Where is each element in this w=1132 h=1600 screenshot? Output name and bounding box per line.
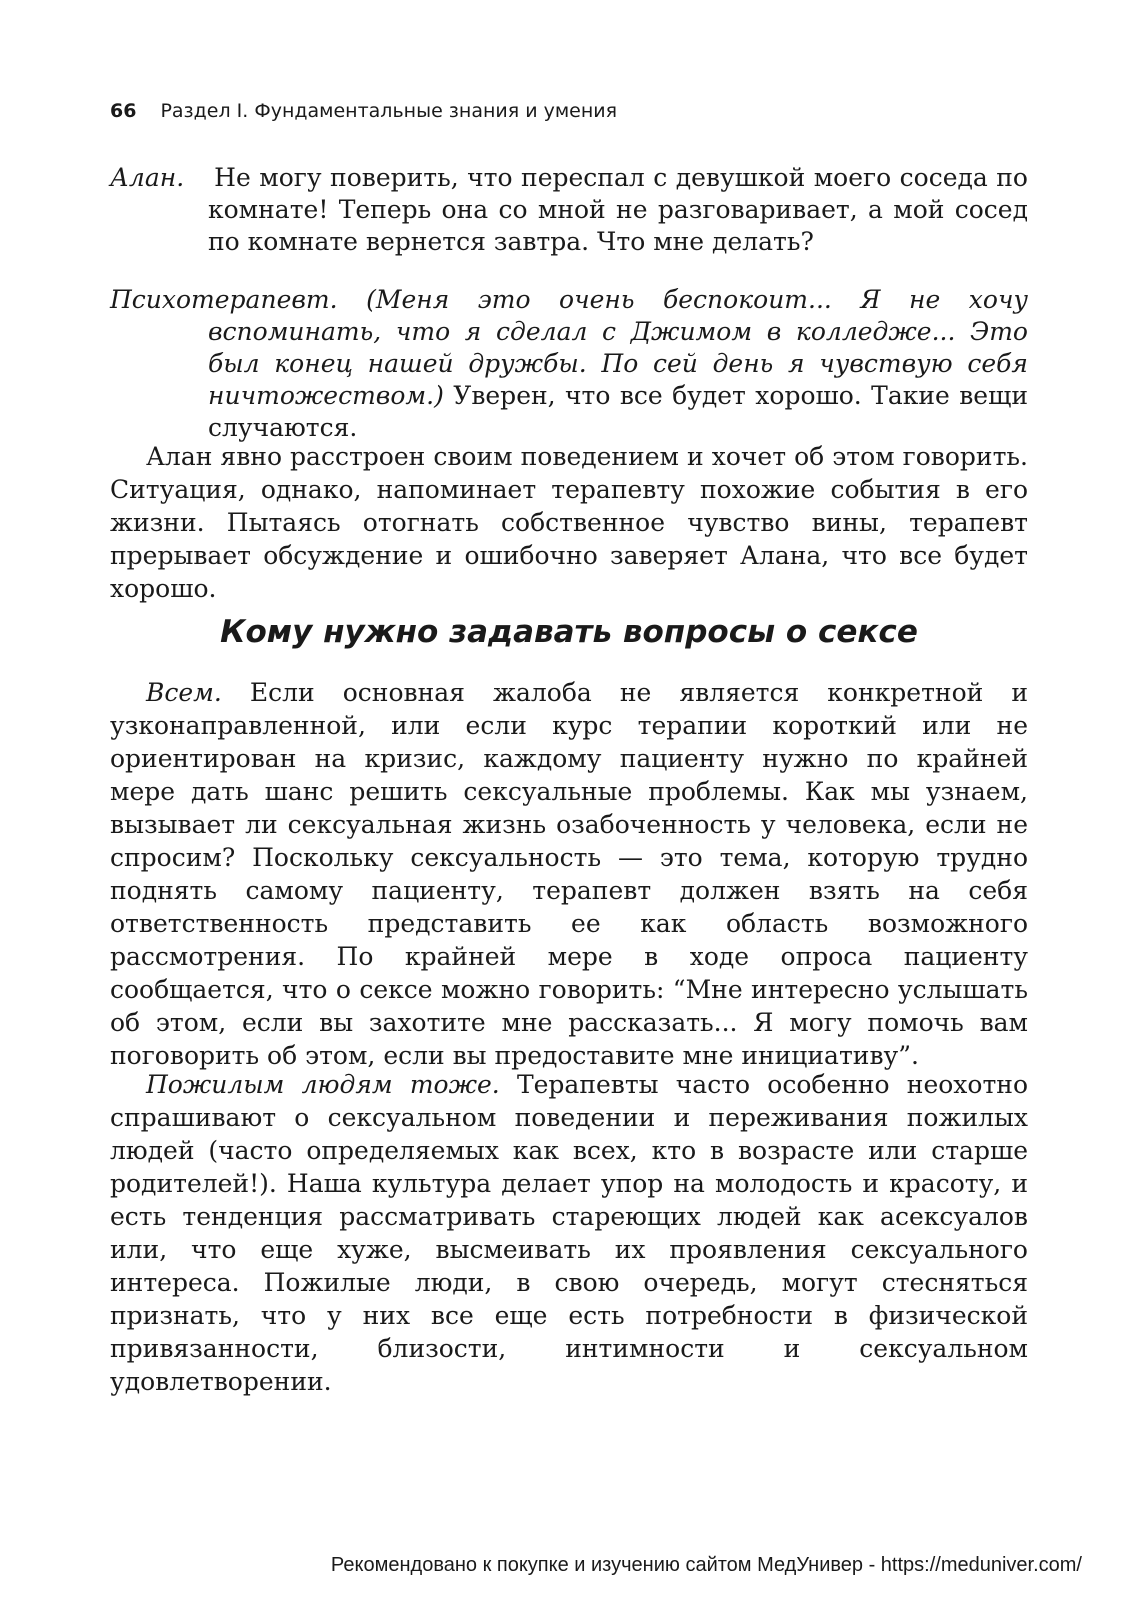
- paragraph-everyone: [110, 676, 1028, 1072]
- running-head: [110, 100, 617, 122]
- paragraph-commentary: Алан явно расстроен своим поведением и хочет об этом говорить. Ситуация, однако, напоминает терапевту похожие события в его жизни. Пытаясь отогнать собственное чувство вины, терапевт прерывает обсуждение и ошибочно заверяет Алана, что все будет хорошо.: [110, 442, 1028, 603]
- paragraph-lead-in: Пожилым людям тоже.: [146, 1070, 500, 1099]
- dialogue-line-therapist: [110, 284, 1028, 444]
- speaker-label: Алан.: [110, 163, 185, 192]
- footer-watermark-text: Рекомендовано к покупке и изучению сайтом МедУнивер - https://meduniver.com/: [330, 1554, 1082, 1576]
- dialogue-text: Не могу поверить, что переспал с девушкой моего соседа по комнате! Теперь она со мной не разговаривает, а мой сосед по комнате вернется завтра. Что мне делать?: [208, 163, 1028, 256]
- section-title: Раздел I. Фундаментальные знания и умения: [160, 100, 618, 122]
- dialogue-text: Уверен, что все будет хорошо. Такие вещи случаются.: [208, 381, 1029, 442]
- dialogue-line-text: [110, 162, 1028, 258]
- book-page: [110, 0, 1028, 1600]
- inner-thought: (Меня это очень беспокоит... Я не хочу вспоминать, что я сделал с Джимом в колледже... Это был конец нашей дружбы. По сей день я чувствую себя ничтожеством.): [208, 285, 1029, 410]
- paragraph-text: Терапевты часто особенно неохотно спрашивают о сексуальном поведении и переживания пожилых людей (часто определяемых как всех, кто в возрасте или старше родителей!). Наша культура делает упор на молодость и красоту, и есть тенденция рассматривать стареющих людей как асексуалов или, что еще хуже, высмеивать их проявления сексуального интереса. Пожилые люди, в свою очередь, могут стесняться признать, что у них все еще есть потребности в физической привязанности, близости, интимности и сексуальном удовлетворении.: [110, 1070, 1028, 1396]
- dialogue-line-text: [110, 284, 1028, 444]
- dialogue-line-alan: [110, 162, 1028, 258]
- paragraph-text: Если основная жалоба не является конкретной и узконаправленной, или если курс терапии короткий или не ориентирован на кризис, каждому пациенту нужно по крайней мере дать шанс решить сексуальные проблемы. Как мы узнаем, вызывает ли сексуальная жизнь озабоченность у человека, если не спросим? Поскольку сексуальность — это тема, которую трудно поднять самому пациенту, терапевт должен взять на себя ответственность представить ее как область возможного рассмотрения. По крайней мере в ходе опроса пациенту сообщается, что о сексе можно говорить: “Мне интересно услышать об этом, если вы захотите мне рассказать... Я могу помочь вам поговорить об этом, если вы предоставите мне инициативу”.: [110, 678, 1028, 1070]
- paragraph-elderly: [110, 1068, 1028, 1398]
- section-heading: Кому нужно задавать вопросы о сексе: [220, 614, 918, 650]
- paragraph-lead-in: Всем.: [146, 678, 222, 707]
- page-number: 66: [110, 100, 137, 122]
- speaker-label: Психотерапевт.: [110, 285, 338, 314]
